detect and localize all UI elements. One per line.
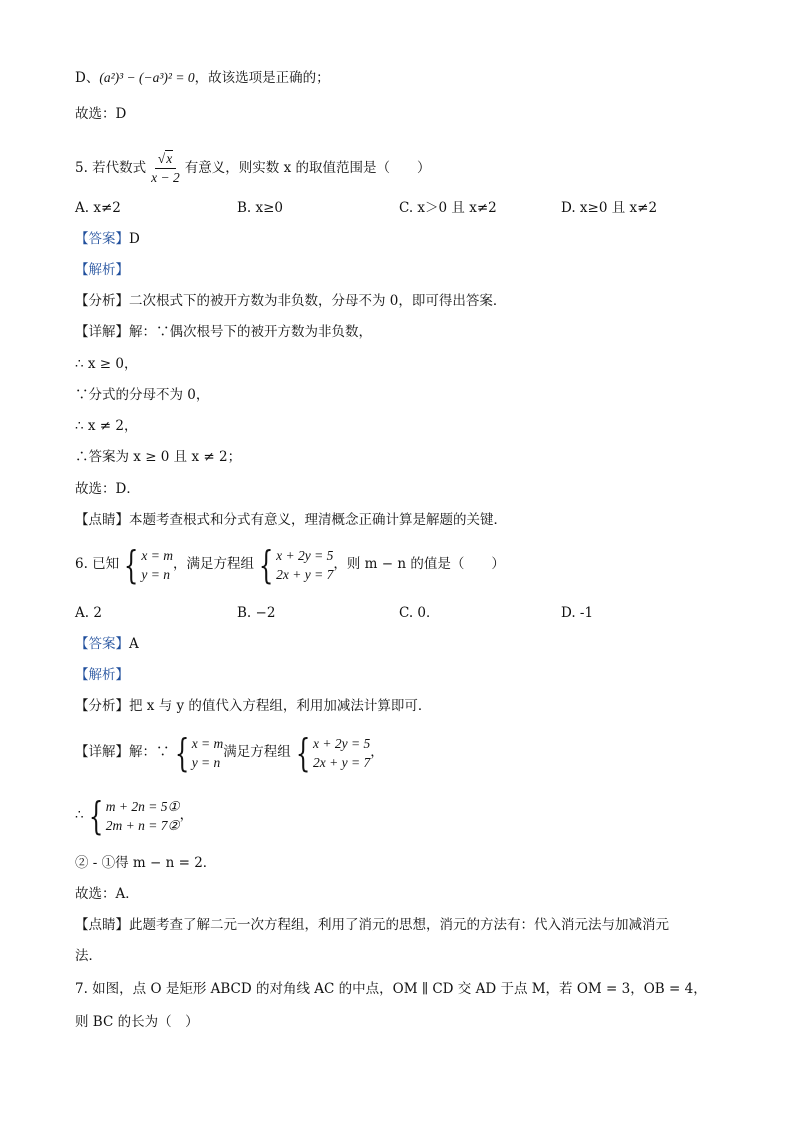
dianjing-tag: 【点睛】 (75, 512, 129, 528)
q5-answer (75, 229, 140, 249)
q5-option-a: A. x≠2 (75, 200, 121, 216)
q6-xj-sys1-row-1: x = m (191, 735, 224, 751)
q5-fraction-denominator: x − 2 (151, 170, 180, 185)
q6-xiangjie (75, 731, 384, 773)
brace-icon: { (124, 542, 139, 587)
q6-xj-system-1 (170, 730, 224, 775)
question-7-line-1: 7. 如图，点 O 是矩形 ABCD 的对角线 AC 的中点，OM ∥ CD 交 AD 于点 M，若 OM = 3，OB = 4， (75, 981, 707, 997)
q5-select: 故选：D． (75, 481, 140, 497)
q6-mid: ，满足方程组 (172, 556, 254, 572)
q6-step: ② - ①得 m − n = 2． (75, 855, 217, 871)
q5-dianjing (75, 510, 507, 530)
q6-dianjing (75, 915, 669, 935)
q6-sys3-suffix: ， (179, 807, 194, 823)
q6-therefore (75, 794, 193, 836)
d-option-line (75, 68, 330, 88)
q5-suffix: 有意义，则实数 x 的取值范围是（ ） (184, 160, 431, 176)
q6-sys3-row-2: 2m + n = 7② (105, 817, 180, 833)
q5-prefix: 5. 若代数式 (75, 160, 147, 176)
q5-option-d: D. x≥0 且 x≠2 (561, 200, 658, 216)
q5-fraction (148, 150, 183, 187)
fenxi-tag: 【分析】 (75, 698, 129, 714)
q6-fenxi-text: 把 x 与 y 的值代入方程组，利用加减法计算即可． (129, 698, 432, 714)
q5-step-4: ∴答案为 x ≥ 0 且 x ≠ 2； (75, 449, 242, 465)
q6-fenxi (75, 696, 431, 716)
q6-xj-mid: 满足方程组 (223, 744, 291, 760)
q5-fraction-numerator: √x (155, 150, 176, 169)
q6-xj-system-2 (291, 730, 371, 775)
q5-step-3: ∴ x ≠ 2， (75, 418, 138, 434)
q6-suffix: ，则 m − n 的值是（ ） (333, 556, 505, 572)
answer-tag: 【答案】 (75, 636, 129, 652)
q5-fenxi-text: 二次根式下的被开方数为非负数，分母不为 0，即可得出答案． (129, 293, 507, 309)
brace-icon: { (88, 793, 103, 838)
q6-option-c: C. 0． (399, 605, 440, 621)
q6-system-1 (119, 542, 173, 587)
q5-dianjing-text: 本题考查根式和分式有意义，理清概念正确计算是解题的关键． (129, 512, 507, 528)
q6-xj-sys1-row-2: y = n (191, 754, 221, 770)
q6-sys1-row-2: y = n (141, 566, 170, 582)
brace-icon: { (174, 730, 189, 775)
q5-analysis (75, 260, 129, 280)
q6-select: 故选：A． (75, 886, 139, 902)
q6-dianjing-text-1: 此题考查了解二元一次方程组，利用了消元的思想，消元的方法有：代入消元法与加减消元 (129, 917, 669, 933)
q6-answer (75, 634, 139, 654)
d-option-prefix: D、 (75, 70, 100, 86)
q6-prefix: 6. 已知 (75, 556, 120, 572)
q5-option-c: C. x＞0 且 x≠2 (399, 200, 497, 216)
q6-sys2-row-2: 2x + y = 7 (276, 566, 334, 582)
fenxi-tag: 【分析】 (75, 293, 129, 309)
question-5 (75, 148, 430, 188)
q6-option-d: D. -1 (561, 605, 594, 621)
q6-xj-sys2-row-1: x + 2y = 5 (312, 735, 371, 751)
q6-xj-sys2-row-2: 2x + y = 7 (312, 754, 371, 770)
analysis-tag: 【解析】 (75, 262, 129, 278)
select-d-line: 故选：D (75, 106, 127, 122)
brace-icon: { (295, 730, 311, 775)
q6-xj-suffix: ， (370, 744, 384, 760)
therefore-symbol: ∴ (75, 807, 84, 823)
q6-analysis (75, 665, 129, 685)
q6-system-2 (254, 542, 334, 587)
analysis-tag: 【解析】 (75, 667, 129, 683)
q5-xiangjie (75, 322, 372, 342)
q6-system-3 (84, 793, 180, 838)
q5-fenxi (75, 291, 506, 311)
q6-sys1-row-1: x = m (141, 547, 173, 563)
q6-answer-value: A (129, 636, 139, 652)
q5-radicand: x (166, 151, 173, 166)
q6-dianjing-cont: 法． (75, 948, 102, 964)
question-7-line-2: 则 BC 的长为（ ） (75, 1014, 199, 1030)
brace-icon: { (258, 542, 274, 587)
dianjing-tag: 【点睛】 (75, 917, 129, 933)
q6-option-b: B. −2 (237, 605, 276, 621)
xiangjie-tag: 【详解】 (75, 324, 129, 340)
question-6 (75, 543, 505, 585)
d-option-suffix: ，故该选项是正确的； (194, 70, 330, 86)
answer-tag: 【答案】 (75, 231, 129, 247)
q5-step-1: ∴ x ≥ 0， (75, 356, 138, 372)
q6-sys2-row-1: x + 2y = 5 (276, 547, 334, 563)
q6-xiangjie-prefix: 解：∵ (129, 744, 170, 760)
xiangjie-tag: 【详解】 (75, 744, 129, 760)
q5-xiangjie-text: 解：∵偶次根号下的被开方数为非负数， (129, 324, 372, 340)
d-option-expression: (a²)³ − (−a³)² = 0 (99, 70, 195, 85)
q5-step-2: ∵分式的分母不为 0， (75, 387, 210, 403)
q5-option-b: B. x≥0 (237, 200, 284, 216)
q6-sys3-row-1: m + 2n = 5① (105, 798, 180, 814)
q6-option-a: A. 2 (75, 605, 102, 621)
q5-answer-value: D (129, 231, 140, 247)
